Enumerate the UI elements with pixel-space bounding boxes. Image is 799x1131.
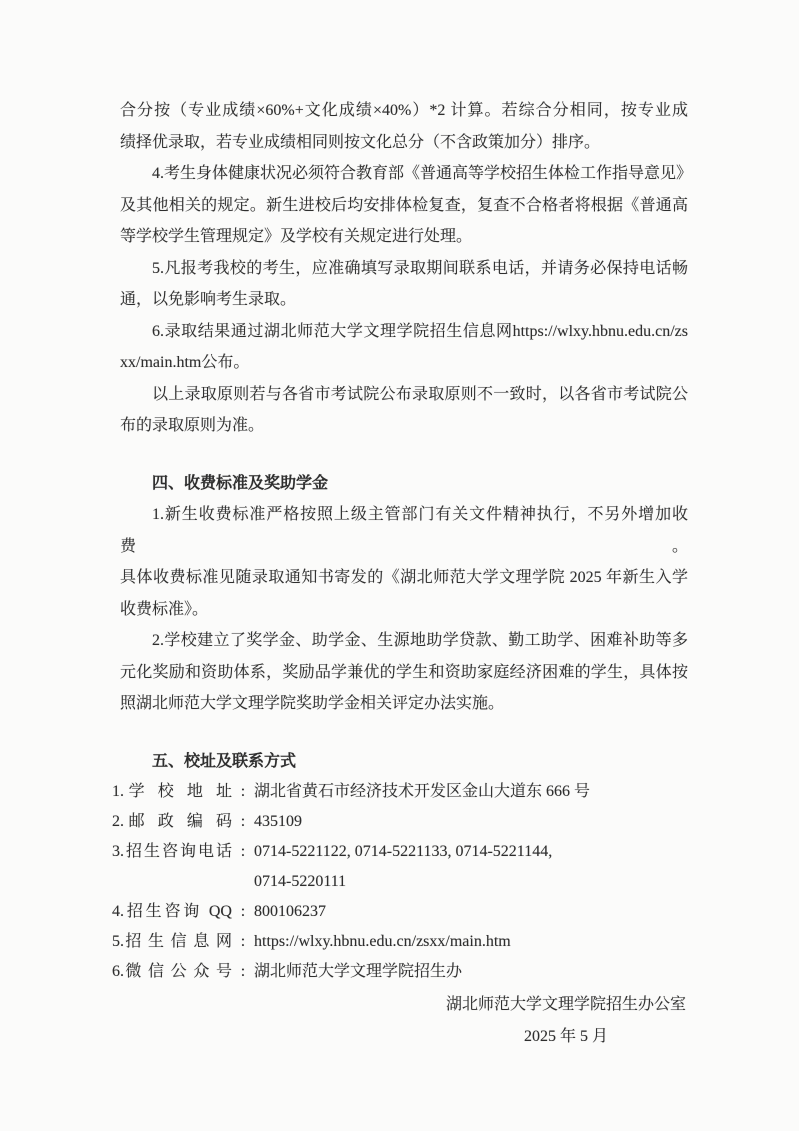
rule-item-4	[120, 158, 693, 253]
contact-row-website	[112, 927, 688, 957]
contact-label: 5.招 生 信 息 网	[112, 933, 232, 950]
contact-value: 435109	[254, 813, 302, 830]
doc-line: 合分按（专业成绩×60%+文化成绩×40%）*2 计算。若综合分相同，按专业成	[120, 102, 688, 119]
doc-line: 收费标准》。	[120, 600, 209, 618]
contact-colon: :	[240, 903, 246, 920]
contact-value: 湖北师范大学文理学院招生办	[254, 963, 463, 980]
heading-fees-section: 四、收费标准及奖助学金	[152, 474, 329, 492]
doc-line: xx/main.htm公布。	[120, 354, 250, 371]
doc-line: 照湖北师范大学文理学院奖助学金相关评定办法实施。	[120, 695, 505, 712]
contact-value-url: https://wlxy.hbnu.edu.cn/zsxx/main.htm	[254, 933, 511, 950]
signature-block	[446, 989, 686, 1052]
signature-date: 2025 年 5 月	[523, 1027, 608, 1045]
contact-value: 800106237	[254, 903, 326, 920]
rules-closing-note	[120, 379, 688, 442]
contact-colon: :	[240, 783, 246, 800]
doc-line: 通，以免影响考生录取。	[120, 291, 297, 308]
doc-line: 4.考生身体健康状况必须符合教育部《普通高等学校招生体检工作指导意见》	[152, 165, 693, 182]
doc-line: 具体收费标准见随录取通知书寄发的《湖北师范大学文理学院 2025 年新生入学	[120, 569, 688, 586]
contact-value: 湖北省黄石市经济技术开发区金山大道东 666 号	[254, 783, 591, 800]
contact-value: 0714-5220111	[254, 873, 347, 890]
contact-colon: :	[240, 933, 246, 950]
doc-line: 5.凡报考我校的考生，应准确填写录取期间联系电话，并请务必保持电话畅	[152, 259, 688, 277]
contact-row-qq	[112, 897, 688, 927]
contact-label: 3.招生咨询电话	[112, 843, 232, 860]
contact-row-phone-continued	[112, 867, 688, 897]
contact-colon: :	[240, 963, 246, 980]
contact-label: 6.微 信 公 众 号	[112, 963, 232, 980]
contact-colon: :	[240, 813, 246, 830]
signature-office: 湖北师范大学文理学院招生办公室	[445, 996, 686, 1013]
contact-list	[112, 777, 688, 987]
heading-contact-section: 五、校址及联系方式	[152, 752, 297, 770]
doc-line: 绩择优录取，若专业成绩相同则按文化总分（不含政策加分）排序。	[120, 133, 601, 151]
rule-item-6	[120, 316, 688, 379]
doc-line: 等学校学生管理规定》及学校有关规定进行处理。	[120, 228, 473, 245]
contact-row-address	[112, 777, 688, 807]
fees-paragraph-1	[120, 499, 688, 625]
contact-row-phone	[112, 837, 688, 867]
contact-label: 2.邮 政 编 码	[112, 813, 232, 830]
doc-line: 以上录取原则若与各省市考试院公布录取原则不一致时，以各省市考试院公	[152, 385, 688, 403]
fees-paragraph-2	[120, 625, 688, 720]
doc-line: 6.录取结果通过湖北师范大学文理学院招生信息网https://wlxy.hbnu.edu.cn/zs	[152, 322, 688, 340]
doc-line: 及其他相关的规定。新生进校后均安排体检复查，复查不合格者将根据《普通高	[120, 196, 688, 214]
contact-row-wechat	[112, 957, 688, 987]
doc-line: 1.新生收费标准严格按照上级主管部门有关文件精神执行，不另外增加收费。	[120, 506, 688, 555]
contact-colon: :	[240, 843, 246, 860]
contact-label: 1.学 校 地 址	[112, 783, 232, 800]
continued-paragraph	[120, 95, 688, 158]
contact-colon-empty	[232, 867, 254, 897]
doc-line: 2.学校建立了奖学金、助学金、生源地助学贷款、勤工助学、困难补助等多	[152, 632, 688, 649]
doc-line: 布的录取原则为准。	[120, 417, 265, 434]
doc-line: 元化奖励和资助体系，奖励品学兼优的学生和资助家庭经济困难的学生，具体按	[120, 663, 688, 681]
contact-value: 0714-5221122, 0714-5221133, 0714-5221144,	[254, 843, 553, 860]
contact-label: 4.招生咨询 QQ	[112, 903, 232, 920]
contact-row-postcode	[112, 807, 688, 837]
contact-label-empty	[112, 867, 232, 897]
rule-item-5	[120, 253, 688, 316]
